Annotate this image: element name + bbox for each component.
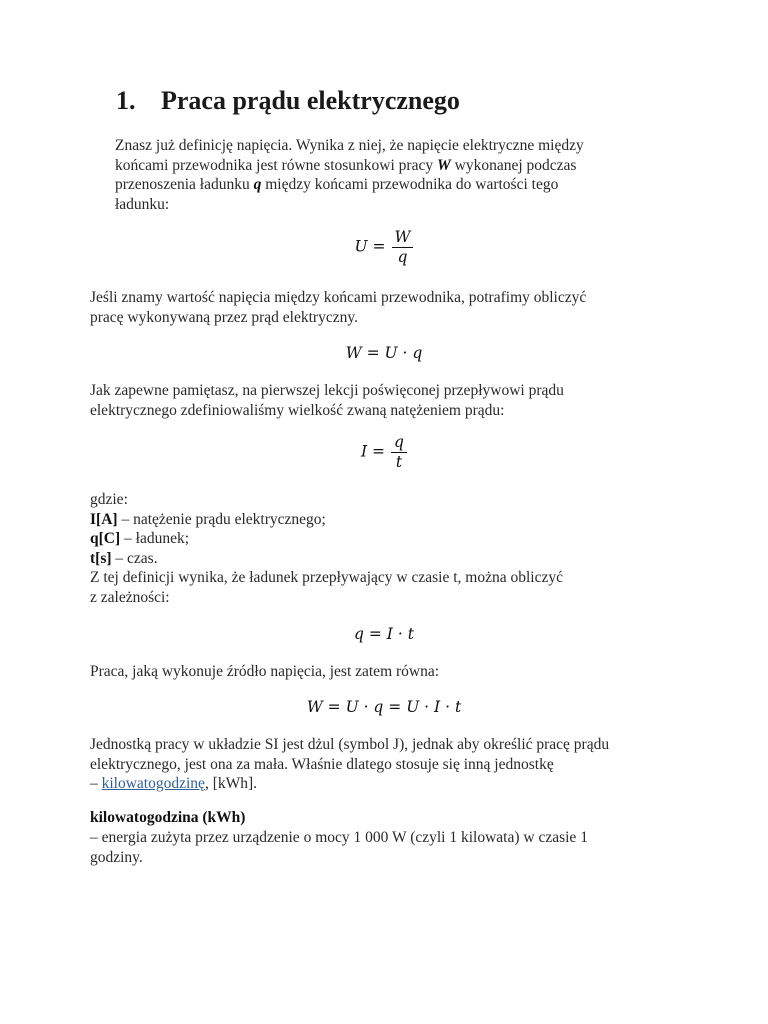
symbol-w: W <box>436 156 451 174</box>
intro-paragraph: Znasz już definicję napięcia. Wynika z niej, że napięcie elektryczne między końcami przewodnika jest równe stosunkowi pracy W wykonanej podczas przenoszenia ładunku q między końcami przewodnika do wartości tego ładunku: <box>115 137 584 213</box>
fraction: $\frac{W}{q}$ <box>392 228 414 267</box>
paragraph-current: Jak zapewne pamiętasz, na pierwszej lekcji poświęconej przepływowi prądu elektrycznego zdefiniowaliśmy wielkość zwaną natężeniem prądu: <box>90 382 564 419</box>
definition-item: I[A] – natężenie prądu elektrycznego; <box>90 510 326 528</box>
formula-charge: q = I · t <box>354 625 414 643</box>
definition-item: t[s] – czas. <box>90 549 158 567</box>
section-heading <box>116 86 460 116</box>
symbol-q: q <box>253 176 262 193</box>
kwh-definition: – energia zużyta przez urządzenie o mocy 1 000 W (czyli 1 kilowata) w czasie 1 godziny. <box>90 829 588 866</box>
section-title: Praca prądu elektrycznego <box>161 86 460 115</box>
paragraph-work: Jeśli znamy wartość napięcia między końcami przewodnika, potrafimy obliczyć pracę wykonywaną przez prąd elektryczny. <box>90 289 587 326</box>
definition-item: q[C] – ładunek; <box>90 530 190 547</box>
formula-work-full: W = U · q = U · I · t <box>306 698 462 716</box>
paragraph-unit: Jednostką pracy w układzie SI jest dżul (symbol J), jednak aby określić pracę prądu elektrycznego, jest ona za mała. Właśnie dlatego stosuje się inną jednostkę – kilowatogodzinę, [kWh]. <box>90 736 610 792</box>
section-number: 1. <box>116 86 136 115</box>
formula-current: I = $\frac{q}{t}$ <box>0 433 768 472</box>
paragraph-source-work: Praca, jaką wykonuje źródło napięcia, jest zatem równa: <box>90 663 440 680</box>
kwh-term: kilowatogodzina (kWh) <box>90 809 246 826</box>
formula-work: W = U · q <box>345 344 423 362</box>
definitions-block: gdzie: I[A] – natężenie prądu elektrycznego; q[C] – ładunek; t[s] – czas. Z tej definicji wynika, że ładunek przepływający w czasie t, można obliczyć z zależności: <box>90 490 690 607</box>
kilowatogodzina-link[interactable]: kilowatogodzinę <box>101 775 205 792</box>
formula-voltage: U = $\frac{W}{q}$ <box>0 228 768 267</box>
fraction: $\frac{q}{t}$ <box>391 433 407 472</box>
